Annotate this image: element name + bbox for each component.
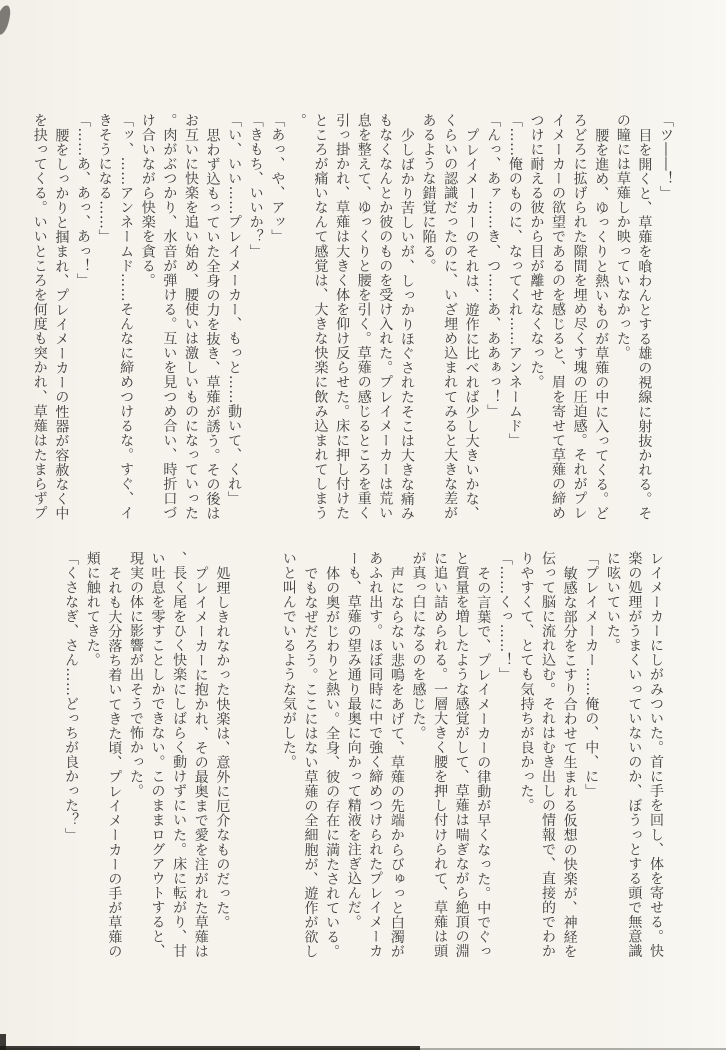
text-block-bottom (60, 551, 666, 959)
paragraph: 「くさなぎ、さん……どっちが良かった？」 (63, 551, 80, 842)
paragraph: 腰を進め、ゆっくりと熱いものが草薙の中に入ってくる。どろどろに拡げられた隙間を埋め尽くす塊の圧迫感。それがプレイメーカーの欲望であるのを感じると、眉を寄せて草薙の締めつけに耐える彼から目が離せなくなった。 (528, 113, 610, 521)
paragraph: 思わず込もっていた全身の力を抜き、草薙が誘う。その後はお互いに快楽を追い始め、腰使いは激しいものになっていった。肉がぶつかり、水音が弾ける。互いを見つめ合い、時折口づけ合いながら快楽を貪る。 (139, 113, 221, 521)
paragraph: 「ツ――！」 (658, 113, 674, 201)
paragraph: 「んっ、あァ……き、つ……あ、ああぁっ！」 (485, 113, 502, 419)
paragraph: 「きもち、いいか？」 (247, 113, 264, 259)
paragraph: 「い、いい……プレイメーカー、もっと……動いて、くれ」 (226, 113, 243, 506)
scan-edge-line (0, 1046, 420, 1050)
paragraph: レイメーカーにしがみついた。首に手を回し、体を寄せる。快楽の処理がうまくいっていないのか、ぼうっとする頭で無意識に呟いていた。 (604, 551, 664, 959)
paragraph: 敏感な部分をこすり合わせて生まれる仮想の快楽が、神経を伝って脳に流れ込む。それはむき出しの情報で、直接的でわかりやすくて、とても気持ちが良かった。 (518, 551, 578, 959)
paragraph: 「ッ、……アンネームド……そんなに締めつけるな。すぐ、イきそうになる……」 (96, 113, 135, 521)
paragraph: 「……くっ……！」 (496, 551, 513, 682)
paragraph: 目を開くと、草薙を喰わんとする雄の視線に射抜かれる。その瞳には草薙しか映っていなかった。 (614, 113, 653, 521)
paragraph: 声にならない悲鳴をあげて、草薙の先端からびゅっと白濁があふれ出す。ほぼ同時に中で強く締めつけられたプレイメーカーも、草薙の望み通り最奥に向かって精液を注ぎ込んだ。 (345, 551, 405, 959)
scan-edge-corner (0, 1034, 6, 1050)
paragraph: 「プレイメーカー……俺の、中、に」 (583, 551, 600, 799)
scan-smudge (0, 4, 12, 36)
paragraph: 体の奥がじわりと熱い。全身、彼の存在に満たされている。 (324, 565, 341, 959)
paragraph: それも大分落ち着いてきた頃、プレイメーカーの手が草薙の頬に触れてきた。 (84, 551, 123, 959)
paragraph: 「……俺のものに、なってくれ……アンネームド」 (506, 113, 523, 448)
paragraph: 「あっ、や、アッ」 (269, 113, 286, 244)
text-block-top (28, 113, 676, 521)
paragraph: 「……あ、あっ、あっ！」 (74, 113, 91, 288)
paragraph: プレイメーカーに抱かれ、その最奥まで愛を注がれた草薙は、長く尾をひく快楽にしばらく動けずにいた。床に転がり、甘い吐息を零すことしかできない。このままログアウトすると、現実の体に影響が出そうで怖かった。 (127, 551, 209, 959)
paragraph: でもなぜだろう。ここにはない草薙の全細胞が、遊作が欲しいと叫んでいるような気がした。 (280, 551, 319, 959)
paragraph: プレイメーカーのそれは、遊作に比べれば少し大きいかな、くらいの認識だったのに、いざ埋め込まれてみると大きな差があるような錯覚に陥る。 (420, 113, 480, 521)
paragraph: その言葉で、プレイメーカーの律動が早くなった。中でぐっと質量を増したような感覚がして、草薙は喘ぎながら絶頂の淵に追い詰められる。一層大きく腰を押し付けられて、草薙は頭が真っ白になるのを感じた。 (410, 551, 492, 959)
paragraph: 腰をしっかりと掴まれ、プレイメーカーの性器が容赦なく中を抉ってくる。いいところを何度も突かれ、草薙はたまらずプ (31, 113, 70, 521)
paragraph: 少しばかり苦しいが、しっかりほぐされたそこは大きな痛みもなくなんとか彼のものを受け入れた。プレイメーカーは荒い息を整えて、ゆっくりと腰を引く。草薙の感じるところを重く引っ掛かれ、草薙は大きく体を仰け反らせた。床に押し付けたところが痛いなんて感覚は、大きな快楽に飲み込まれてしまう。 (290, 113, 415, 521)
paragraph: 処理しきれなかった快楽は、意外に厄介なものだった。 (214, 565, 231, 930)
